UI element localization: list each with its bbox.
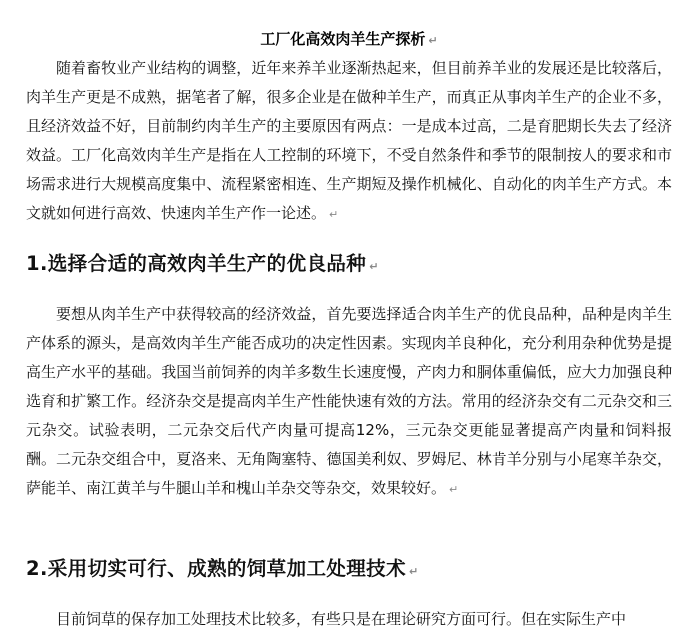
section-1-paragraph-text: 要想从肉羊生产中获得较高的经济效益，首先要选择适合肉羊生产的优良品种，品种是肉羊生产体系的源头，是高效肉羊生产能否成功的决定性因素。实现肉羊良种化，充分利用杂种优势是提高生产水平的基础。我国当前饲养的肉羊多数生长速度慢，产肉力和胴体重偏低，应大力加强良种选育和扩繁工作。经济杂交是提高肉羊生产性能快速有效的方法。常用的经济杂交有二元杂交和三元杂交。试验表明，二元杂交后代产肉量可提高12%，三元杂交更能显著提高产肉量和饲料报酬。二元杂交组合中，夏洛来、无角陶塞特、德国美利奴、罗姆尼、林肯羊分别与小尾寒羊杂交，萨能羊、南江黄羊与牛腿山羊和槐山羊杂交等杂交，效果较好。 (26, 305, 672, 497)
paragraph-mark-icon: ↵ (369, 260, 379, 273)
document-title (0, 28, 698, 52)
section-1-paragraph (26, 300, 672, 504)
section-2-paragraph (26, 605, 672, 634)
paragraph-mark-icon: ↵ (428, 34, 438, 47)
paragraph-mark-icon: ↵ (449, 483, 459, 496)
section-1-heading (26, 250, 686, 281)
intro-paragraph (26, 54, 672, 229)
section-2-paragraph-text: 目前饲草的保存加工处理技术比较多，有些只是在理论研究方面可行。但在实际生产中 (56, 610, 627, 628)
section-2-heading-text: 2.采用切实可行、成熟的饲草加工处理技术 (26, 557, 406, 580)
document-title-text: 工厂化高效肉羊生产探析 (260, 30, 426, 48)
paragraph-mark-icon: ↵ (408, 565, 419, 578)
section-1-heading-text: 1.选择合适的高效肉羊生产的优良品种 (26, 252, 367, 275)
intro-paragraph-text: 随着畜牧业产业结构的调整，近年来养羊业逐渐热起来，但目前养羊业的发展还是比较落后，肉羊生产更是不成熟，据笔者了解，很多企业是在做种羊生产，而真正从事肉羊生产的企业不多，且经济效益不好，目前制约肉羊生产的主要原因有两点：一是成本过高，二是育肥期长失去了经济效益。工厂化高效肉羊生产是指在人工控制的环境下，不受自然条件和季节的限制按人的要求和市场需求进行大规模高度集中、流程紧密相连、生产期短及操作机械化、自动化的肉羊生产方式。本文就如何进行高效、快速肉羊生产作一论述。 (26, 59, 672, 222)
paragraph-mark-icon: ↵ (329, 208, 339, 221)
section-2-heading (26, 555, 686, 586)
